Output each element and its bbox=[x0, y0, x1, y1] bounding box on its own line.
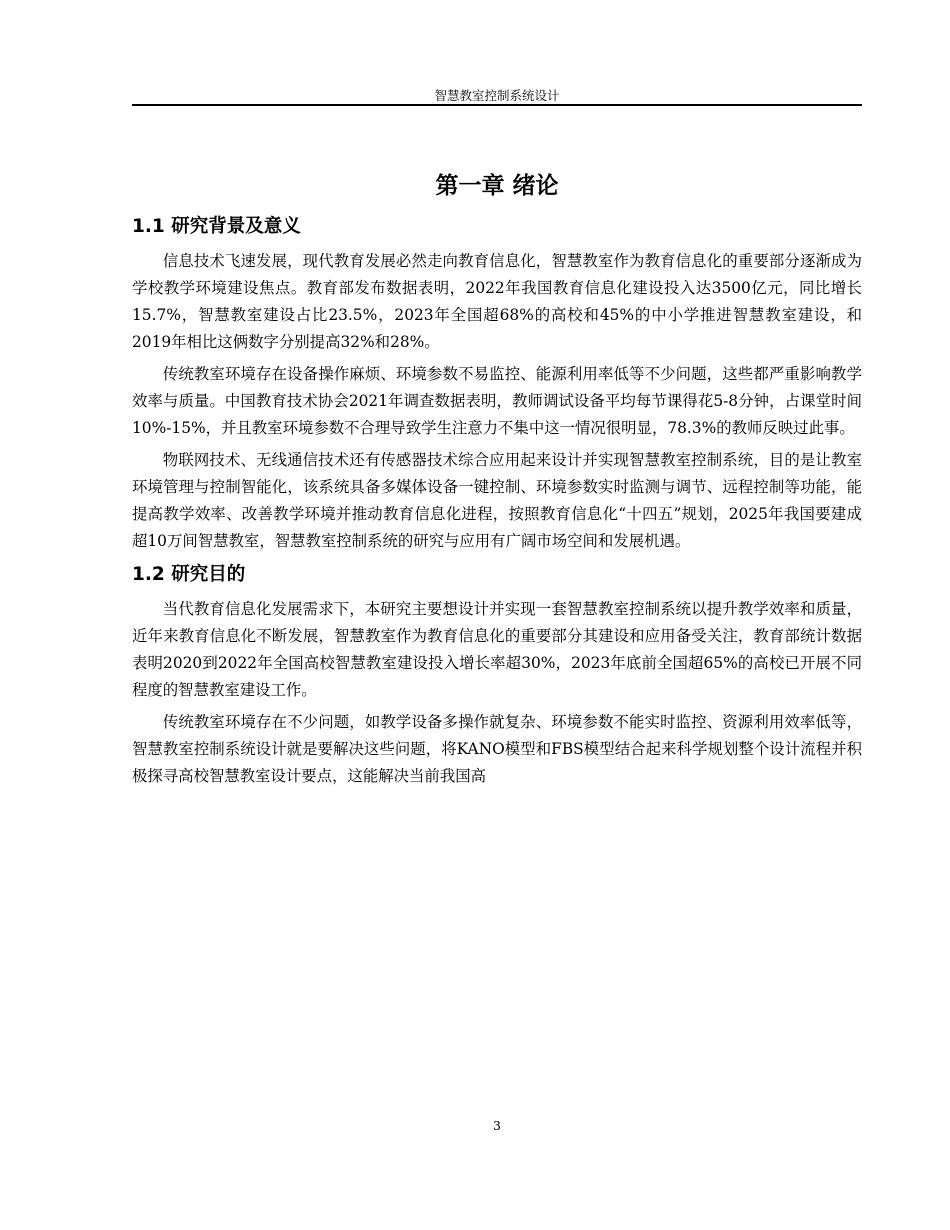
running-header: 智慧教室控制系统设计 bbox=[434, 88, 560, 103]
header-rule bbox=[132, 104, 862, 106]
chapter-title: 第一章 绪论 bbox=[435, 173, 559, 199]
section-heading: 1.1 研究背景及意义 bbox=[132, 216, 301, 237]
page-number: 3 bbox=[493, 1118, 501, 1133]
section-heading: 1.2 研究目的 bbox=[132, 564, 246, 585]
section-background bbox=[132, 212, 862, 555]
section-purpose bbox=[132, 560, 862, 790]
paragraph: 信息技术飞速发展，现代教育发展必然走向教育信息化，智慧教室作为教育信息化的重要部分逐渐成为学校教学环境建设焦点。教育部发布数据表明，2022年我国教育信息化建设投入达3500亿元，同比增长15.7%，智慧教室建设占比23.5%，2023年全国超68%的高校和45%的中小学推进智慧教室建设，和2019年相比这俩数字分别提高32%和28%。 bbox=[132, 252, 862, 351]
paragraph: 当代教育信息化发展需求下，本研究主要想设计并实现一套智慧教室控制系统以提升教学效率和质量，近年来教育信息化不断发展，智慧教室作为教育信息化的重要部分其建设和应用备受关注，教育部统计数据表明2020到2022年全国高校智慧教室建设投入增长率超30%，2023年底前全国超65%的高校已开展不同程度的智慧教室建设工作。 bbox=[132, 600, 862, 699]
paragraph: 物联网技术、无线通信技术还有传感器技术综合应用起来设计并实现智慧教室控制系统，目的是让教室环境管理与控制智能化，该系统具备多媒体设备一键控制、环境参数实时监测与调节、远程控制等功能，能提高教学效率、改善教学环境并推动教育信息化进程，按照教育信息化“十四五”规划，2025年我国要建成超10万间智慧教室，智慧教室控制系统的研究与应用有广阔市场空间和发展机遇。 bbox=[132, 451, 862, 550]
paragraph: 传统教室环境存在设备操作麻烦、环境参数不易监控、能源利用率低等不少问题，这些都严重影响教学效率与质量。中国教育技术协会2021年调查数据表明，教师调试设备平均每节课得花5-8分钟，占课堂时间10%-15%，并且教室环境参数不合理导致学生注意力不集中这一情况很明显，78.3%的教师反映过此事。 bbox=[132, 365, 862, 437]
page-body bbox=[132, 170, 862, 795]
paragraph: 传统教室环境存在不少问题，如教学设备多操作就复杂、环境参数不能实时监控、资源利用效率低等，智慧教室控制系统设计就是要解决这些问题，将KANO模型和FBS模型结合起来科学规划整个设计流程并积极探寻高校智慧教室设计要点，这能解决当前我国高 bbox=[132, 713, 862, 785]
